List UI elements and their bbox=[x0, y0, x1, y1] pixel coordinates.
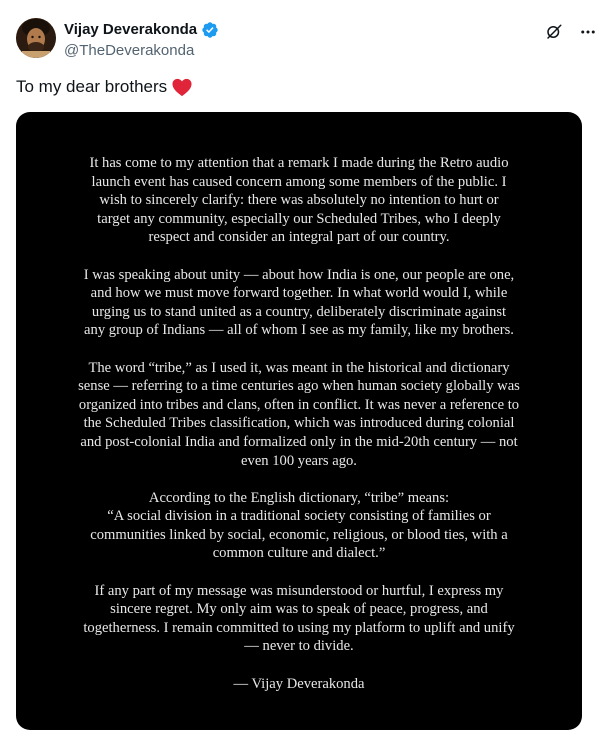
statement-line: target any community, especially our Scheduled Tribes, who I deeply bbox=[97, 210, 501, 227]
user-info bbox=[64, 20, 219, 61]
statement-text bbox=[16, 154, 582, 712]
statement-line: the Scheduled Tribes classification, which was introduced during colonial bbox=[83, 415, 515, 432]
statement-line: The word “tribe,” as I used it, was meant in the historical and dictionary bbox=[88, 359, 510, 376]
statement-line: sense — referring to a time centuries ago when human society globally was bbox=[78, 378, 520, 395]
display-name[interactable]: Vijay Deverakonda bbox=[64, 21, 198, 38]
statement-line: — Vijay Deverakonda bbox=[233, 675, 365, 692]
statement-line: If any part of my message was misunderstood or hurtful, I express my bbox=[94, 582, 504, 599]
statement-paragraph bbox=[16, 489, 582, 563]
statement-line: wish to sincerely clarify: there was absolutely no intention to hurt or bbox=[99, 192, 499, 209]
statement-image[interactable] bbox=[16, 112, 582, 730]
statement-line: According to the English dictionary, “tribe” means: bbox=[148, 489, 450, 506]
statement-line: organized into tribes and clans, often in conflict. It was never a reference to bbox=[78, 396, 520, 413]
avatar[interactable] bbox=[16, 18, 56, 58]
grok-button[interactable] bbox=[544, 22, 564, 42]
statement-line: and how we must move forward together. In what world would I, while bbox=[90, 285, 508, 302]
statement-paragraph bbox=[16, 582, 582, 656]
statement-line: respect and consider an integral part of our country. bbox=[148, 229, 450, 246]
statement-paragraph bbox=[16, 675, 582, 694]
tweet-text bbox=[16, 76, 193, 98]
more-options-button[interactable] bbox=[578, 22, 598, 42]
tweet-actions bbox=[544, 22, 598, 42]
grok-icon bbox=[545, 23, 563, 41]
statement-line: even 100 years ago. bbox=[241, 452, 357, 469]
statement-line: “A social division in a traditional society consisting of families or bbox=[107, 508, 491, 525]
more-options-icon bbox=[579, 23, 597, 41]
statement-line: — never to divide. bbox=[244, 638, 354, 655]
statement-paragraph bbox=[16, 359, 582, 471]
statement-line: I was speaking about unity — about how India is one, our people are one, bbox=[83, 266, 515, 283]
statement-line: common culture and dialect.” bbox=[212, 545, 386, 562]
statement-line: communities linked by social, economic, religious, or blood ties, with a bbox=[90, 526, 508, 543]
tweet-text-content: To my dear brothers bbox=[16, 77, 168, 96]
user-handle[interactable]: @TheDeverakonda bbox=[64, 42, 195, 59]
statement-line: and post-colonial India and formalized only in the mid-20th century — not bbox=[80, 433, 518, 450]
statement-line: togetherness. I remain committed to using my platform to uplift and unify bbox=[83, 619, 515, 636]
statement-line: sincere regret. My only aim was to speak of peace, progress, and bbox=[110, 601, 488, 618]
verified-badge-icon bbox=[201, 21, 219, 39]
red-heart-icon bbox=[171, 77, 193, 97]
statement-line: launch event has caused concern among some members of the public. I bbox=[91, 173, 507, 190]
avatar-image bbox=[16, 18, 56, 58]
statement-line: It has come to my attention that a remark I made during the Retro audio bbox=[89, 155, 509, 171]
statement-paragraph bbox=[16, 154, 582, 247]
statement-line: any group of Indians — all of whom I see as my family, like my brothers. bbox=[84, 322, 514, 339]
name-row bbox=[64, 20, 219, 40]
statement-paragraph bbox=[16, 266, 582, 340]
statement-line: urging us to stand united as a country, deliberately discriminate against bbox=[91, 303, 507, 320]
